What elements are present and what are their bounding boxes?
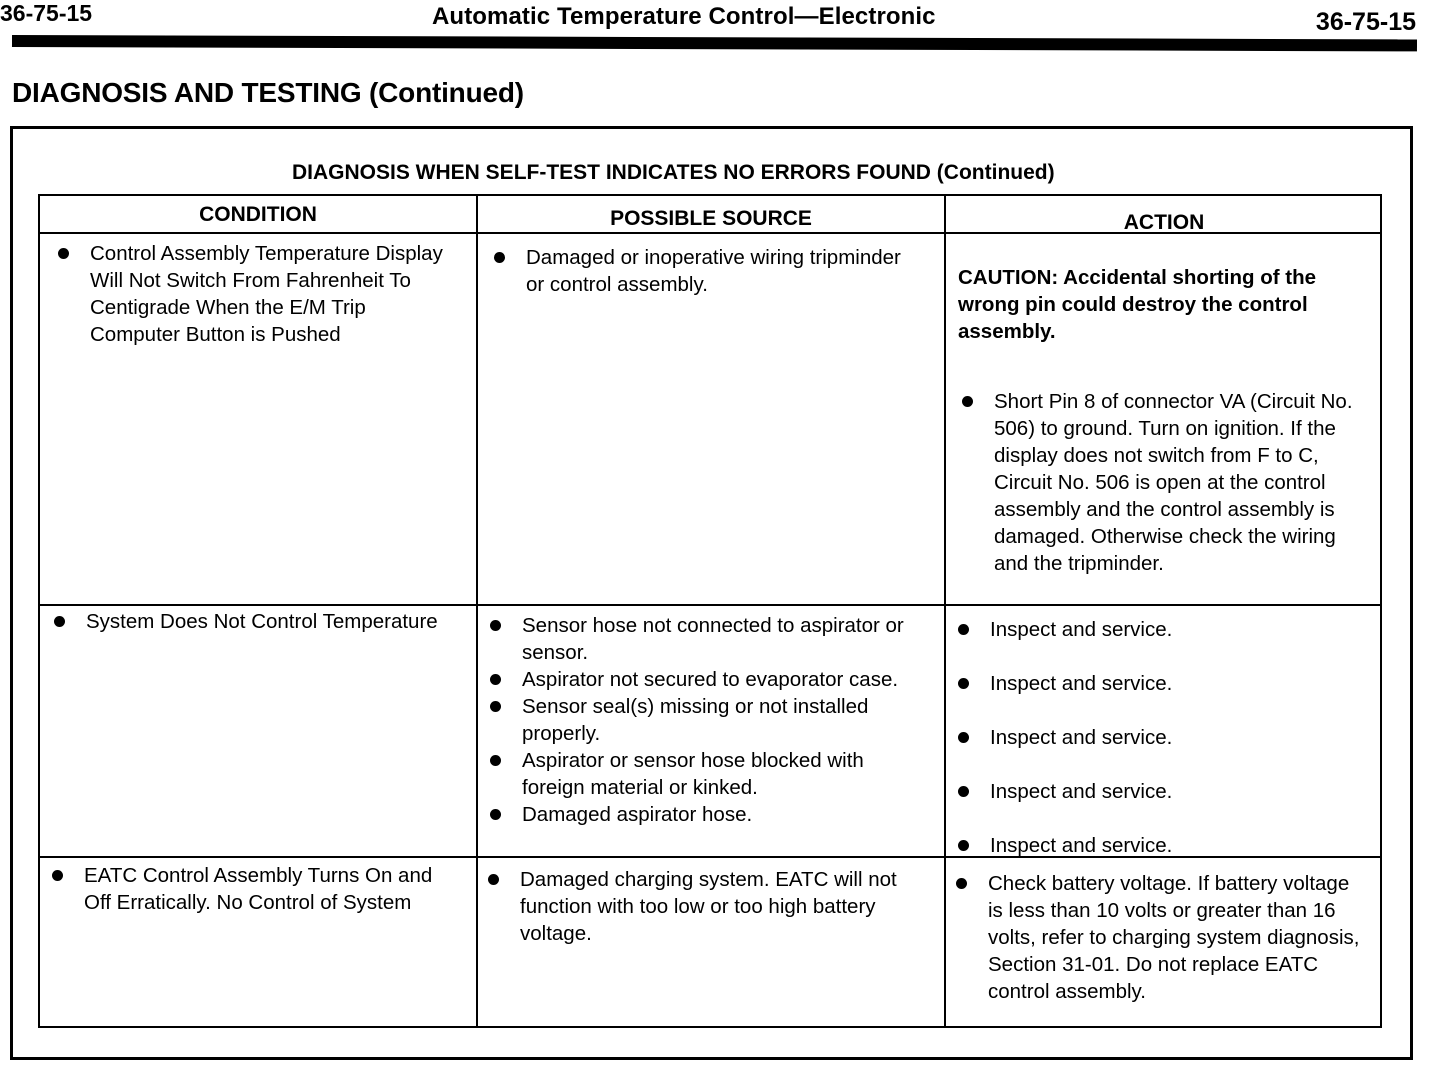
source-text: Aspirator or sensor hose blocked with foreign material or kinked. xyxy=(522,749,864,799)
list-item xyxy=(54,240,454,348)
column-header-action: ACTION xyxy=(1123,211,1205,234)
bullet-icon xyxy=(958,786,969,797)
list-item xyxy=(48,862,452,916)
table-row-2-source xyxy=(486,612,916,828)
bullet-icon xyxy=(490,674,501,685)
list-item xyxy=(954,670,1364,697)
table-row-1-source xyxy=(490,244,910,298)
running-title: Automatic Temperature Control—Electronic xyxy=(432,3,936,30)
bullet-icon xyxy=(490,755,501,766)
page-number-right: 36-75-15 xyxy=(1315,8,1416,36)
list-item xyxy=(954,724,1364,751)
diagnosis-table xyxy=(38,194,1382,1028)
table-title: DIAGNOSIS WHEN SELF-TEST INDICATES NO ERRORS FOUND (Continued) xyxy=(292,161,1055,184)
source-text: Aspirator not secured to evaporator case. xyxy=(522,668,899,691)
table-row-3-source xyxy=(484,866,914,947)
bullet-icon xyxy=(54,616,65,627)
bullet-icon xyxy=(58,248,69,259)
column-header-condition: CONDITION xyxy=(199,203,317,226)
list-item xyxy=(954,832,1364,859)
bullet-icon xyxy=(958,624,969,635)
bullet-icon xyxy=(490,620,501,631)
column-divider xyxy=(944,196,946,1026)
section-title: DIAGNOSIS AND TESTING (Continued) xyxy=(12,77,524,108)
bullet-icon xyxy=(962,396,973,407)
table-row-1-action xyxy=(958,264,1368,577)
action-text: Inspect and service. xyxy=(990,672,1173,695)
table-row-2-action xyxy=(954,616,1364,859)
action-text: Check battery voltage. If battery voltage is less than 10 volts or greater than 16 volts, refer to charging system diagnosis, Section 31-01. Do not replace EATC control assembly. xyxy=(988,872,1360,1003)
table-row-3-action xyxy=(952,870,1366,1005)
list-item xyxy=(954,778,1364,805)
action-text: Inspect and service. xyxy=(990,618,1173,641)
condition-text: System Does Not Control Temperature xyxy=(86,610,438,633)
table-row-2-condition xyxy=(50,608,450,635)
table-row-1-condition xyxy=(54,240,454,348)
action-text: Inspect and service. xyxy=(990,780,1173,803)
source-text: Sensor seal(s) missing or not installed properly. xyxy=(522,695,869,745)
table-row-3-condition xyxy=(48,862,452,916)
list-item xyxy=(954,616,1364,643)
action-text: Short Pin 8 of connector VA (Circuit No. 506) to ground. Turn on ignition. If the display does not switch from F to C, Circuit No. 506 is open at the control assembly and the control assembly is damaged. Otherwise check the wiring and the tripminder. xyxy=(994,390,1353,575)
bullet-icon xyxy=(958,678,969,689)
list-item xyxy=(486,693,916,747)
source-text: Damaged charging system. EATC will not function with too low or too high battery voltage. xyxy=(520,868,897,945)
bullet-icon xyxy=(958,840,969,851)
bullet-icon xyxy=(956,878,967,889)
column-divider xyxy=(476,196,478,1026)
condition-text: Control Assembly Temperature Display Will Not Switch From Fahrenheit To Centigrade When the E/M Trip Computer Button is Pushed xyxy=(90,242,443,346)
source-text: Damaged or inoperative wiring tripminder or control assembly. xyxy=(526,246,901,296)
action-text: Inspect and service. xyxy=(990,726,1173,749)
bullet-icon xyxy=(488,874,499,885)
list-item xyxy=(490,244,910,298)
list-item xyxy=(486,747,916,801)
bullet-icon xyxy=(958,732,969,743)
source-text: Sensor hose not connected to aspirator or sensor. xyxy=(522,614,904,664)
bullet-icon xyxy=(494,252,505,263)
header-rule xyxy=(12,35,1417,51)
list-item xyxy=(486,801,916,828)
source-text: Damaged aspirator hose. xyxy=(522,803,753,826)
list-item xyxy=(50,608,450,635)
list-item xyxy=(484,866,914,947)
condition-text: EATC Control Assembly Turns On and Off Erratically. No Control of System xyxy=(84,864,433,914)
caution-text: CAUTION: Accidental shorting of the wrong pin could destroy the control assembly. xyxy=(958,266,1316,343)
bullet-icon xyxy=(52,870,63,881)
row-divider xyxy=(40,604,1380,606)
list-item xyxy=(486,612,916,666)
list-item xyxy=(958,388,1368,577)
column-header-source: POSSIBLE SOURCE xyxy=(610,207,812,230)
page-header xyxy=(0,0,1440,60)
action-text: Inspect and service. xyxy=(990,834,1173,857)
page-number-left: 36-75-15 xyxy=(0,0,93,26)
list-item xyxy=(486,666,916,693)
bullet-icon xyxy=(490,701,501,712)
bullet-icon xyxy=(490,809,501,820)
list-item xyxy=(952,870,1366,1005)
